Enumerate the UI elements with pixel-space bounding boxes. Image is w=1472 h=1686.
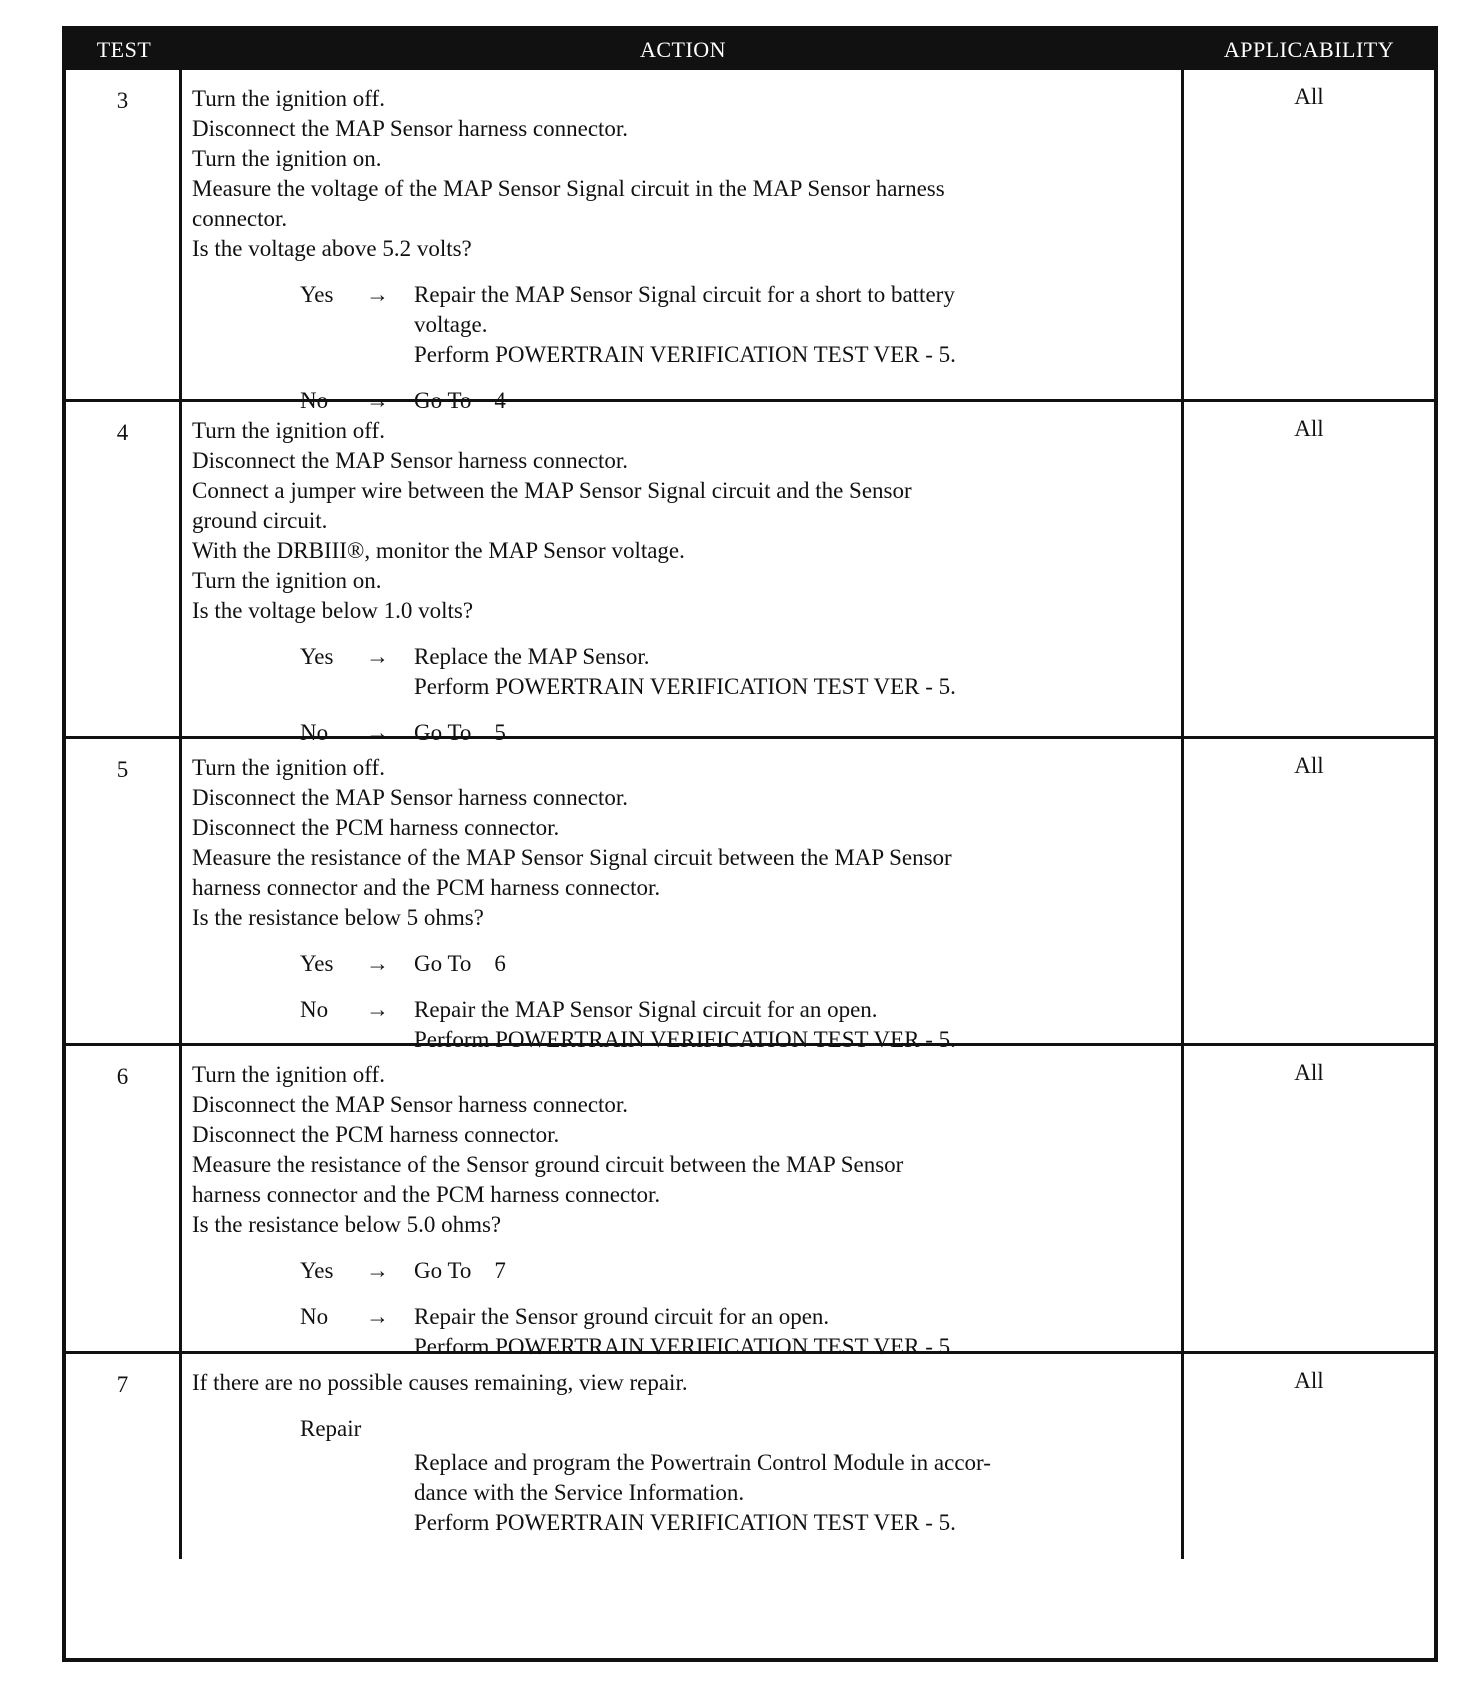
table-row — [66, 399, 1434, 745]
action-cell — [182, 70, 1184, 413]
action-step: Is the resistance below 5.0 ohms? — [192, 1212, 502, 1237]
action-step: Measure the resistance of the Sensor ground circuit between the MAP Sensor — [192, 1152, 904, 1177]
result-label: No — [300, 1304, 329, 1329]
action-step: Disconnect the MAP Sensor harness connector. — [192, 785, 629, 810]
result-branch — [192, 949, 1169, 979]
action-step: Measure the voltage of the MAP Sensor Signal circuit in the MAP Sensor harness — [192, 176, 945, 201]
result-line: Repair the MAP Sensor Signal circuit for a short to battery — [414, 282, 955, 307]
action-cell — [182, 1354, 1184, 1559]
right-arrow-icon: → — [366, 388, 389, 413]
right-arrow-icon: → — [366, 951, 389, 976]
header-action: ACTION — [639, 37, 727, 62]
test-number: 5 — [66, 739, 182, 1043]
test-number: 6 — [66, 1046, 182, 1351]
result-line: Perform POWERTRAIN VERIFICATION TEST VER - 5. — [414, 1027, 956, 1052]
action-step: Disconnect the MAP Sensor harness connector. — [192, 448, 629, 473]
action-step: ground circuit. — [192, 508, 328, 533]
table-body — [66, 70, 1434, 1559]
action-step: Is the resistance below 5 ohms? — [192, 905, 484, 930]
repair-line: Perform POWERTRAIN VERIFICATION TEST VER - 5. — [414, 1510, 956, 1535]
applicability-value: All — [1294, 753, 1324, 778]
action-cell — [182, 1046, 1184, 1359]
result-branch — [192, 642, 1169, 702]
result-line: Go To 6 — [414, 951, 506, 976]
result-line: Perform POWERTRAIN VERIFICATION TEST VER - 5. — [414, 674, 956, 699]
repair-label: Repair — [300, 1416, 362, 1441]
result-text — [414, 949, 1169, 979]
result-line: Replace the MAP Sensor. — [414, 644, 650, 669]
result-label: Yes — [300, 951, 334, 976]
result-branch — [192, 1256, 1169, 1286]
right-arrow-icon: → — [366, 997, 389, 1022]
result-line: voltage. — [414, 312, 488, 337]
result-label: No — [300, 720, 329, 745]
table-row — [66, 1351, 1434, 1559]
result-line: Repair the Sensor ground circuit for an open. — [414, 1304, 830, 1329]
action-step: Disconnect the MAP Sensor harness connector. — [192, 116, 629, 141]
applicability-value: All — [1294, 416, 1324, 441]
result-label: No — [300, 388, 329, 413]
result-line: Go To 5 — [414, 720, 506, 745]
test-number: 4 — [66, 402, 182, 736]
action-step: With the DRBIII®, monitor the MAP Sensor voltage. — [192, 538, 685, 563]
action-cell — [182, 739, 1184, 1052]
result-label: Yes — [300, 644, 334, 669]
action-step: Disconnect the PCM harness connector. — [192, 815, 560, 840]
result-line: Perform POWERTRAIN VERIFICATION TEST VER - 5. — [414, 342, 956, 367]
action-step: Turn the ignition off. — [192, 86, 385, 111]
right-arrow-icon: → — [366, 720, 389, 745]
applicability-value: All — [1294, 1368, 1324, 1393]
result-text — [414, 1302, 1169, 1362]
action-step: Turn the ignition off. — [192, 418, 385, 443]
result-label: No — [300, 997, 329, 1022]
test-number: 7 — [66, 1354, 182, 1559]
table-row — [66, 736, 1434, 1052]
action-step: If there are no possible causes remaining, view repair. — [192, 1370, 688, 1395]
result-line: Perform POWERTRAIN VERIFICATION TEST VER - 5. — [414, 1334, 956, 1359]
result-branch — [192, 1302, 1169, 1362]
header-test: TEST — [96, 37, 152, 62]
table-header — [66, 30, 1434, 70]
result-label: Yes — [300, 1258, 334, 1283]
right-arrow-icon: → — [366, 1258, 389, 1283]
action-step: Turn the ignition on. — [192, 146, 382, 171]
action-step: Measure the resistance of the MAP Sensor Signal circuit between the MAP Sensor — [192, 845, 952, 870]
action-step: Turn the ignition off. — [192, 755, 385, 780]
action-step: Disconnect the MAP Sensor harness connector. — [192, 1092, 629, 1117]
result-text — [414, 1256, 1169, 1286]
action-step: connector. — [192, 206, 288, 231]
result-line: Go To 4 — [414, 388, 506, 413]
table-row — [66, 1043, 1434, 1359]
action-step: harness connector and the PCM harness connector. — [192, 875, 661, 900]
action-step: Turn the ignition on. — [192, 568, 382, 593]
repair-instructions — [192, 1448, 1169, 1538]
table-row — [66, 70, 1434, 413]
repair-line: dance with the Service Information. — [414, 1480, 745, 1505]
right-arrow-icon: → — [366, 1304, 389, 1329]
action-cell — [182, 402, 1184, 745]
right-arrow-icon: → — [366, 282, 389, 307]
action-step: Connect a jumper wire between the MAP Sensor Signal circuit and the Sensor — [192, 478, 912, 503]
action-step: harness connector and the PCM harness connector. — [192, 1182, 661, 1207]
result-line: Repair the MAP Sensor Signal circuit for an open. — [414, 997, 878, 1022]
right-arrow-icon: → — [366, 644, 389, 669]
action-step: Is the voltage above 5.2 volts? — [192, 236, 472, 261]
action-step: Disconnect the PCM harness connector. — [192, 1122, 560, 1147]
result-branch — [192, 280, 1169, 370]
diagnostic-test-table — [62, 26, 1438, 1662]
result-text — [414, 642, 1169, 702]
result-text — [414, 280, 1169, 370]
result-label: Yes — [300, 282, 334, 307]
applicability-value: All — [1294, 1060, 1324, 1085]
action-step: Is the voltage below 1.0 volts? — [192, 598, 474, 623]
header-applicability: APPLICABILITY — [1223, 37, 1395, 62]
test-number: 3 — [66, 70, 182, 399]
action-step: Turn the ignition off. — [192, 1062, 385, 1087]
repair-line: Replace and program the Powertrain Control Module in accor- — [414, 1450, 991, 1475]
applicability-value: All — [1294, 84, 1324, 109]
result-line: Go To 7 — [414, 1258, 506, 1283]
